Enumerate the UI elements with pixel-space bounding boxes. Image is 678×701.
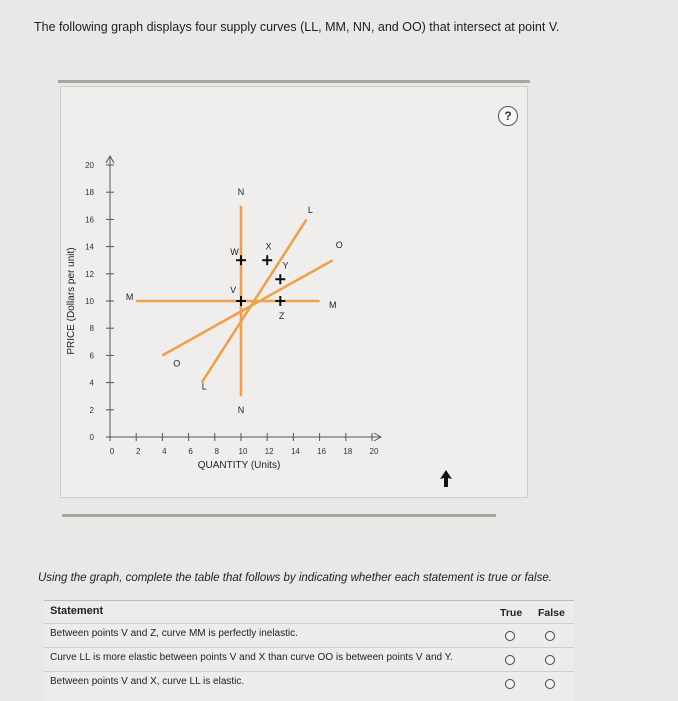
table-header [44, 601, 574, 623]
false-radio[interactable] [545, 631, 555, 641]
point-label: V [230, 285, 237, 296]
point-x [262, 242, 272, 266]
series-line-o [162, 260, 332, 355]
divider-bottom [62, 514, 496, 517]
y-axis-label: PRICE (Dollars per unit) [66, 247, 77, 355]
true-radio[interactable] [505, 679, 515, 689]
mouse-cursor-icon [440, 470, 454, 488]
statement-text: Between points V and X, curve LL is elastic. [50, 676, 245, 687]
series-label-m: M [328, 300, 337, 311]
x-tick-label: 12 [264, 447, 274, 456]
chart-axes [106, 156, 381, 441]
series-label-l: L [307, 204, 313, 215]
x-tick-label: 10 [238, 447, 248, 456]
y-tick-label: 6 [89, 351, 94, 361]
question-prompt: The following graph displays four supply curves (LL, MM, NN, and OO) that intersect at point V. [34, 20, 560, 34]
x-axis-label: QUANTITY (Units) [197, 460, 281, 471]
header-true: True [500, 607, 523, 619]
point-label: Z [278, 310, 285, 321]
statement-text: Curve LL is more elastic between points V and X than curve OO is between points V and Y. [50, 652, 453, 663]
y-tick-label: 2 [89, 405, 94, 415]
true-false-table [44, 600, 574, 701]
series-label-m: M [125, 291, 134, 302]
point-label: W [230, 247, 239, 258]
header-false: False [538, 607, 565, 619]
instructions-text: Using the graph, complete the table that follows by indicating whether each statement is true or false. [38, 572, 552, 584]
x-tick-label: 14 [290, 447, 300, 456]
chart-series [126, 187, 343, 415]
help-button[interactable]: ? [498, 106, 518, 126]
point-label: Y [282, 260, 289, 271]
table-row [44, 647, 574, 670]
false-radio[interactable] [545, 655, 555, 665]
true-radio[interactable] [505, 655, 515, 665]
false-radio[interactable] [545, 679, 555, 689]
series-label-o: O [335, 240, 343, 251]
series-label-l: L [201, 381, 207, 392]
series-label-n: N [237, 404, 245, 415]
y-tick-label: 8 [89, 324, 94, 334]
table-row [44, 671, 574, 694]
y-tick-label: 20 [85, 161, 94, 170]
y-tick-label: 12 [85, 269, 94, 279]
series-label-n: N [237, 187, 245, 198]
y-tick-label: 16 [85, 215, 94, 225]
point-v [230, 285, 246, 306]
x-tick-label: 18 [343, 447, 353, 456]
y-tick-label: 10 [85, 297, 94, 306]
y-tick-label: 0 [89, 433, 94, 442]
table-row [44, 623, 574, 646]
point-label: X [265, 241, 272, 252]
header-statement: Statement [50, 605, 104, 617]
true-radio[interactable] [505, 631, 515, 641]
x-tick-label: 16 [317, 447, 327, 456]
chart-points [230, 242, 288, 321]
x-tick-label: 2 [135, 447, 141, 456]
y-tick-label: 18 [85, 188, 94, 198]
x-tick-label: 0 [109, 447, 115, 456]
x-tick-label: 8 [214, 447, 220, 456]
x-tick-label: 4 [162, 447, 167, 456]
x-tick-label: 6 [188, 447, 193, 456]
point-w [230, 247, 246, 265]
x-tick-label: 20 [369, 447, 379, 456]
y-tick-label: 4 [89, 378, 94, 388]
series-label-o: O [173, 358, 181, 369]
y-tick-label: 14 [85, 242, 94, 252]
statement-text: Between points V and Z, curve MM is perfectly inelastic. [50, 628, 298, 639]
